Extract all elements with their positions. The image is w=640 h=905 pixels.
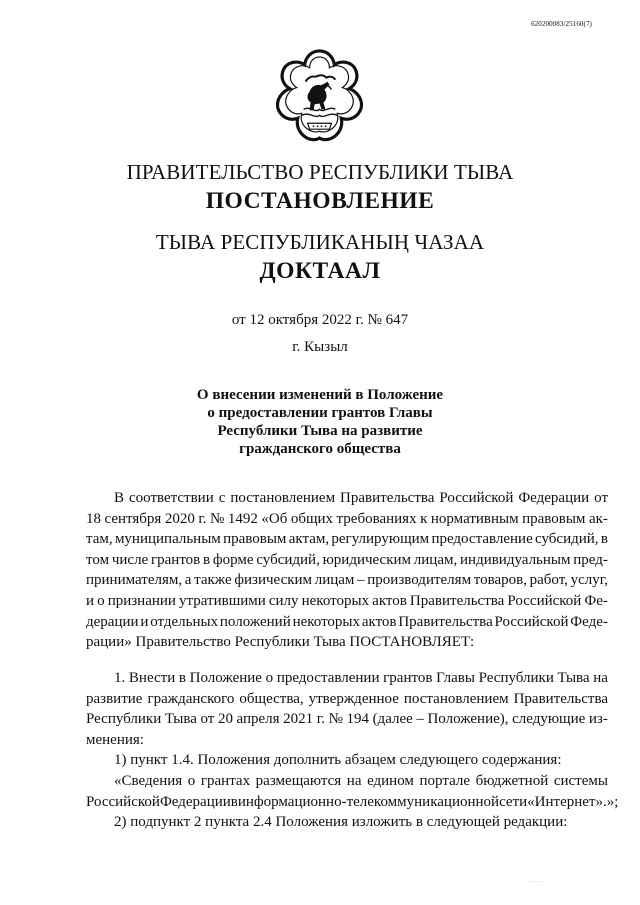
text-line (86, 612, 608, 633)
word: форме (212, 551, 254, 568)
word: Федерации (518, 490, 590, 506)
text-line (86, 570, 608, 591)
word: «Интернет».»; (527, 793, 619, 810)
word: Тыва (164, 711, 197, 728)
word: № (210, 510, 225, 527)
text-line (86, 709, 608, 730)
word: предоставление (431, 531, 533, 548)
word: о (97, 592, 105, 609)
word: Правительства (409, 592, 505, 609)
word: на (346, 772, 362, 789)
word: дерации (86, 613, 139, 630)
text-line (86, 792, 619, 813)
word: отдельных (150, 613, 219, 630)
word: г. (198, 510, 207, 527)
word: на (593, 670, 608, 686)
word: Положение), (427, 711, 509, 728)
word: постановлением (403, 690, 509, 707)
text-line (86, 509, 608, 530)
word: принимателям, (86, 572, 183, 589)
coat-of-arms-emblem (270, 48, 369, 147)
word: Федерации (159, 793, 231, 810)
word: и (86, 592, 95, 609)
text-line (86, 668, 608, 689)
preamble-paragraph (86, 488, 608, 653)
decree-title: ПОСТАНОВЛЕНИЕ (205, 188, 435, 214)
subject-line: Республики Тыва на развитие (217, 423, 423, 439)
word: некоторых (292, 613, 361, 630)
word: постановлением (230, 490, 336, 506)
word: грантов (383, 670, 433, 686)
word: нормативным (430, 510, 519, 527)
word: в (600, 531, 608, 548)
word: В (114, 490, 125, 506)
text-line (86, 591, 608, 612)
word: лицам, (413, 551, 458, 568)
word: информационно-телекоммуникационной (237, 793, 500, 810)
word: актов (361, 613, 397, 630)
word: соответствии (128, 490, 214, 506)
word: субсидий, (256, 551, 320, 568)
word: грантов (150, 551, 201, 568)
word: работ, (529, 572, 568, 589)
word: о (265, 670, 274, 686)
word: Тыва (557, 670, 590, 686)
word: Главы (436, 670, 475, 686)
word: требованиях (336, 510, 417, 527)
subject-line: О внесении изменений в Положение (196, 387, 444, 403)
word: правовым (223, 531, 287, 548)
word: ак- (588, 510, 608, 527)
word: Российской (494, 613, 569, 630)
word: 2020 (164, 510, 195, 527)
text-line (86, 689, 608, 710)
text-line: 2) подпункт 2 пункта 2.4 Положения изложить в следующей редакции: (114, 814, 568, 831)
decree-city: г. Кызыл (292, 339, 348, 355)
word: признании (107, 592, 176, 609)
word: в (230, 793, 238, 810)
word: юридическим (322, 551, 412, 568)
word: 194 (346, 711, 369, 728)
word: гражданского (147, 690, 235, 707)
word: некоторых (301, 592, 370, 609)
word: Фе- (584, 592, 608, 609)
decree-date-number: от 12 октября 2022 г. № 647 (231, 312, 409, 328)
word: развитие (86, 690, 143, 707)
word: «Об (261, 510, 288, 527)
word: и (140, 613, 149, 630)
word: от (200, 711, 215, 728)
word: апреля (236, 711, 280, 728)
word: в (203, 551, 211, 568)
word: товаров, (473, 572, 527, 589)
word: 20 (217, 711, 233, 728)
decree-title-tuvan: ДОКТААЛ (259, 258, 381, 284)
word: актам, (288, 531, 330, 548)
word: – (357, 572, 365, 589)
word: утратившими (179, 592, 266, 609)
decision-paragraph (86, 668, 619, 833)
word: 1. (114, 670, 126, 686)
word: там, (86, 531, 113, 548)
word: от (594, 490, 608, 506)
word: г. (316, 711, 325, 728)
word: услуг, (570, 572, 608, 589)
word: системы (553, 772, 608, 789)
document-code: 620200083/25160(7) (531, 20, 592, 28)
word: числе (111, 551, 149, 568)
word: муниципальным (114, 531, 221, 548)
word: правовым (522, 510, 586, 527)
word: также (194, 572, 232, 589)
scan-mark: ······ · (527, 880, 548, 885)
word: – (416, 711, 424, 728)
word: «Сведения (114, 772, 183, 789)
word: с (218, 490, 226, 506)
word: Республики (86, 711, 162, 728)
word: Правительства (513, 690, 608, 707)
word: Внести (128, 670, 176, 686)
word: утвержденное (308, 690, 399, 707)
word: 1492 (227, 510, 258, 527)
word: общих (290, 510, 334, 527)
word: сентября (104, 510, 162, 527)
word: Российской (86, 793, 160, 810)
word: о (187, 772, 196, 789)
word: в (178, 670, 186, 686)
word: лицам (314, 572, 355, 589)
subject-line: о предоставлении грантов Главы (207, 405, 433, 421)
word: общества, (239, 690, 304, 707)
government-title-tuvan: ТЫВА РЕСПУБЛИКАНЫҢ ЧАЗАА (155, 230, 485, 254)
text-line (86, 488, 608, 509)
subject-line: гражданского общества (239, 441, 401, 457)
text-line: менения: (86, 731, 144, 748)
word: к (420, 510, 428, 527)
word: (далее (372, 711, 413, 728)
text-line: рации» Правительство Республики Тыва ПОСТАНОВЛЯЕТ: (86, 634, 475, 651)
word: а (184, 572, 192, 589)
word: грантах (200, 772, 251, 789)
word: из- (588, 711, 608, 728)
word: Республики (478, 670, 554, 686)
word: предоставлении (276, 670, 380, 686)
word: производителям (367, 572, 472, 589)
word: субсидий, (535, 531, 599, 548)
word: бюджетной (475, 772, 549, 789)
word: регулирующим (331, 531, 430, 548)
word: 2021 (283, 711, 314, 728)
word: № (328, 711, 343, 728)
word: Феде- (570, 613, 608, 630)
word: актов (372, 592, 407, 609)
word: портале (419, 772, 471, 789)
word: физическим (234, 572, 313, 589)
word: индивидуальным (460, 551, 571, 568)
word: 18 (86, 510, 101, 527)
word: Правительства (340, 490, 435, 506)
word: Российской (439, 490, 514, 506)
word: том (86, 551, 110, 568)
word: силу (268, 592, 299, 609)
government-title: ПРАВИТЕЛЬСТВО РЕСПУБЛИКИ ТЫВА (126, 160, 514, 184)
word: следующие (512, 711, 586, 728)
word: сети (499, 793, 528, 810)
text-line (86, 771, 608, 792)
word: размещаются (255, 772, 342, 789)
decree-subject (120, 386, 520, 458)
word: едином (367, 772, 414, 789)
word: Положение (189, 670, 262, 686)
text-line (86, 529, 608, 550)
word: пред- (573, 551, 608, 568)
word: положений (219, 613, 291, 630)
word: Правительства (398, 613, 493, 630)
text-line: 1) пункт 1.4. Положения дополнить абзацем следующего содержания: (114, 752, 562, 769)
word: Российской (507, 592, 582, 609)
text-line (86, 550, 608, 571)
